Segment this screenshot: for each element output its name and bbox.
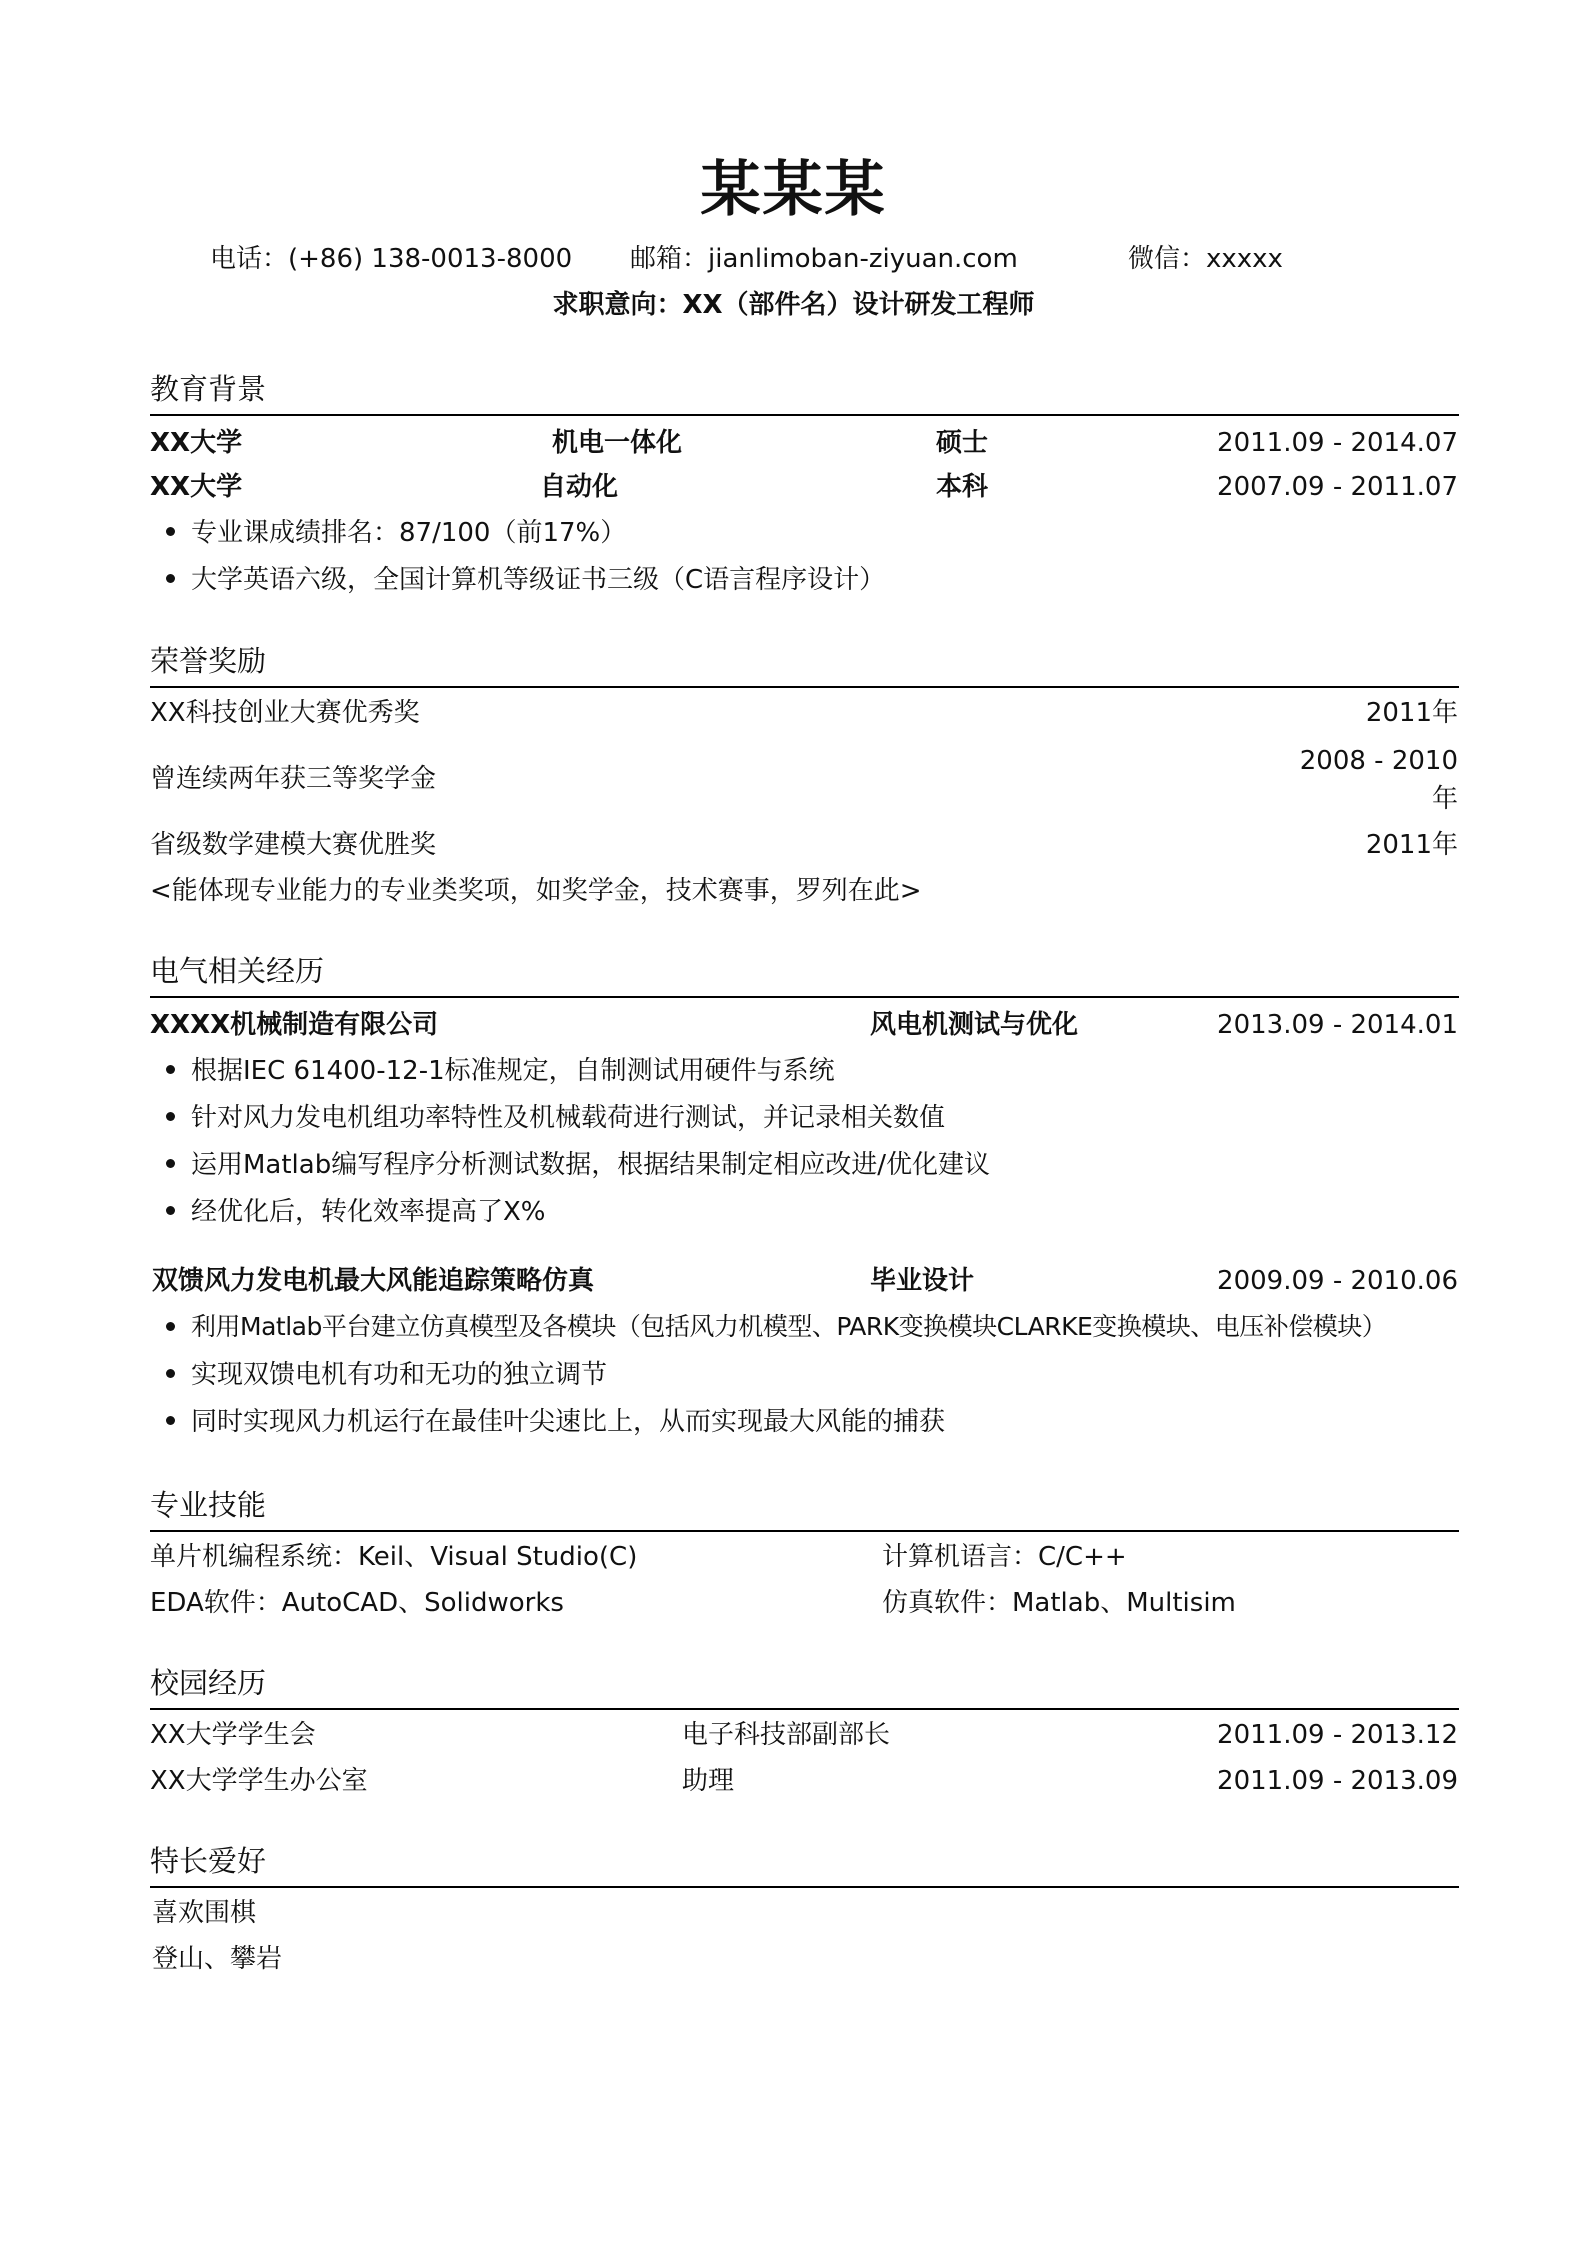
bullet-text: 针对风力发电机组功率特性及机械载荷进行测试，并记录相关数值	[191, 1103, 946, 1133]
edu-school: XX大学	[150, 428, 243, 458]
bullet-item	[166, 1148, 990, 1182]
bullet-item	[166, 516, 626, 550]
campus-role: 电子科技部副部长	[682, 1720, 891, 1750]
award-date: 2008 - 2010	[1299, 746, 1458, 776]
section-divider	[150, 1886, 1459, 1888]
award-date-suffix: 年	[1431, 784, 1458, 814]
exp-date: 2009.09 - 2010.06	[1217, 1266, 1458, 1296]
edu-major: 自动化	[540, 472, 619, 502]
bullet-dot	[166, 1112, 175, 1121]
bullet-dot	[166, 1416, 175, 1425]
section-divider	[150, 414, 1459, 416]
bullet-item	[166, 1195, 546, 1229]
bullet-dot	[166, 1369, 175, 1378]
bullet-text: 同时实现风力机运行在最佳叶尖速比上，从而实现最大风能的捕获	[191, 1407, 946, 1437]
bullet-dot	[166, 1322, 175, 1331]
edu-date: 2007.09 - 2011.07	[1217, 472, 1458, 502]
exp-org: 双馈风力发电机最大风能追踪策略仿真	[152, 1266, 595, 1296]
bullet-item	[166, 1101, 945, 1135]
exp-date: 2013.09 - 2014.01	[1217, 1010, 1458, 1040]
bullet-text: 经优化后，转化效率提高了X%	[191, 1197, 546, 1227]
bullet-item	[166, 1358, 607, 1392]
bullet-text: 运用Matlab编写程序分析测试数据，根据结果制定相应改进/优化建议	[191, 1150, 990, 1180]
hobby-item: 喜欢围棋	[152, 1898, 257, 1928]
exp-role: 风电机测试与优化	[870, 1010, 1079, 1040]
skill-item: EDA软件：AutoCAD、Solidworks	[150, 1588, 564, 1618]
bullet-text: 大学英语六级，全国计算机等级证书三级（C语言程序设计）	[191, 565, 886, 595]
section-title-campus: 校园经历	[150, 1666, 267, 1700]
section-divider	[150, 996, 1459, 998]
phone-text: 电话：(+86) 138-0013-8000	[210, 244, 573, 274]
bullet-item	[166, 1054, 835, 1088]
bullet-text: 专业课成绩排名：87/100（前17%）	[191, 518, 627, 548]
skill-item: 仿真软件：Matlab、Multisim	[882, 1588, 1236, 1618]
job-objective: 求职意向：XX（部件名）设计研发工程师	[552, 290, 1035, 320]
award-date: 2011年	[1365, 830, 1458, 860]
skill-item: 单片机编程系统：Keil、Visual Studio(C)	[150, 1542, 638, 1572]
award-date: 2011年	[1365, 698, 1458, 728]
edu-major: 机电一体化	[552, 428, 683, 458]
award-name: 省级数学建模大赛优胜奖	[150, 830, 437, 860]
edu-degree: 本科	[936, 472, 989, 502]
campus-org: XX大学学生办公室	[150, 1766, 368, 1796]
awards-note: <能体现专业能力的专业类奖项，如奖学金，技术赛事，罗列在此>	[150, 876, 922, 906]
section-divider	[150, 686, 1459, 688]
section-title-awards: 荣誉奖励	[150, 644, 267, 678]
campus-org: XX大学学生会	[150, 1720, 316, 1750]
bullet-dot	[166, 574, 175, 583]
campus-date: 2011.09 - 2013.09	[1217, 1766, 1458, 1796]
candidate-name: 某某某	[700, 155, 887, 225]
bullet-dot	[166, 1065, 175, 1074]
award-name: 曾连续两年获三等奖学金	[150, 764, 437, 794]
exp-org: XXXX机械制造有限公司	[150, 1010, 439, 1040]
section-title-skills: 专业技能	[150, 1488, 267, 1522]
bullet-item	[166, 1310, 1386, 1344]
bullet-item	[166, 563, 885, 597]
edu-date: 2011.09 - 2014.07	[1217, 428, 1458, 458]
section-title-education: 教育背景	[150, 372, 267, 406]
wechat-text: 微信：xxxxx	[1128, 244, 1283, 274]
campus-role: 助理	[682, 1766, 735, 1796]
bullet-text: 实现双馈电机有功和无功的独立调节	[191, 1360, 608, 1390]
award-name: XX科技创业大赛优秀奖	[150, 698, 420, 728]
bullet-dot	[166, 527, 175, 536]
bullet-dot	[166, 1206, 175, 1215]
bullet-item	[166, 1405, 945, 1439]
edu-degree: 硕士	[936, 428, 989, 458]
section-divider	[150, 1530, 1459, 1532]
section-divider	[150, 1708, 1459, 1710]
bullet-text: 根据IEC 61400-12-1标准规定，自制测试用硬件与系统	[191, 1056, 835, 1086]
section-title-hobbies: 特长爱好	[150, 1844, 267, 1878]
email-text: 邮箱：jianlimoban-ziyuan.com	[630, 244, 1018, 274]
campus-date: 2011.09 - 2013.12	[1217, 1720, 1458, 1750]
bullet-dot	[166, 1159, 175, 1168]
bullet-text: 利用Matlab平台建立仿真模型及各模块（包括风力机模型、PARK变换模块CLARKE变换模块、电压补偿模块）	[191, 1312, 1387, 1341]
skill-item: 计算机语言：C/C++	[882, 1542, 1127, 1572]
exp-role: 毕业设计	[870, 1266, 975, 1296]
hobby-item: 登山、攀岩	[152, 1944, 283, 1974]
edu-school: XX大学	[150, 472, 243, 502]
section-title-experience: 电气相关经历	[150, 954, 325, 988]
